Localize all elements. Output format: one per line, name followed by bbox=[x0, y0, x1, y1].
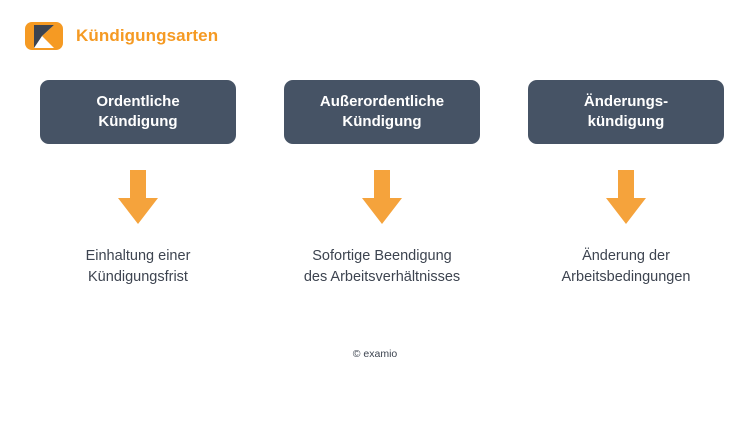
caption-line2: des Arbeitsverhältnisses bbox=[303, 268, 461, 285]
card-title-line1: Änderungs- bbox=[583, 93, 669, 110]
page-title: Kündigungsarten bbox=[76, 26, 219, 45]
card-title-line2: kündigung bbox=[587, 112, 665, 130]
card-title-line1: Außerordentliche bbox=[319, 93, 445, 110]
card-title-line1: Ordentliche bbox=[96, 93, 180, 110]
arrow-container-1 bbox=[116, 170, 160, 228]
caption-line1: Einhaltung einer bbox=[85, 247, 191, 264]
column-ordentliche-kuendigung bbox=[16, 80, 260, 288]
copyright-notice: © examio bbox=[352, 348, 398, 360]
caption-ausserordentliche-kuendigung bbox=[267, 246, 497, 288]
caption-aenderungskuendigung bbox=[511, 246, 741, 288]
arrow-container-3 bbox=[604, 170, 648, 228]
slide-header bbox=[24, 16, 218, 56]
caption-line2: Kündigungsfrist bbox=[88, 268, 188, 285]
column-aenderungskuendigung bbox=[504, 80, 748, 288]
cards-row bbox=[0, 80, 750, 288]
down-arrow-icon bbox=[360, 170, 404, 231]
column-ausserordentliche-kuendigung bbox=[260, 80, 504, 288]
card-ordentliche-kuendigung[interactable] bbox=[40, 80, 236, 144]
down-arrow-icon bbox=[604, 170, 648, 231]
examio-logo bbox=[24, 16, 64, 56]
card-title-line2: Kündigung bbox=[342, 112, 422, 130]
caption-line1: Änderung der bbox=[582, 247, 670, 264]
caption-line2: Arbeitsbedingungen bbox=[561, 268, 691, 285]
down-arrow-icon bbox=[116, 170, 160, 231]
arrow-container-2 bbox=[360, 170, 404, 228]
card-title-line2: Kündigung bbox=[98, 112, 178, 130]
card-ausserordentliche-kuendigung[interactable] bbox=[284, 80, 480, 144]
caption-ordentliche-kuendigung bbox=[23, 246, 253, 288]
card-aenderungskuendigung[interactable] bbox=[528, 80, 724, 144]
caption-line1: Sofortige Beendigung bbox=[312, 247, 452, 264]
